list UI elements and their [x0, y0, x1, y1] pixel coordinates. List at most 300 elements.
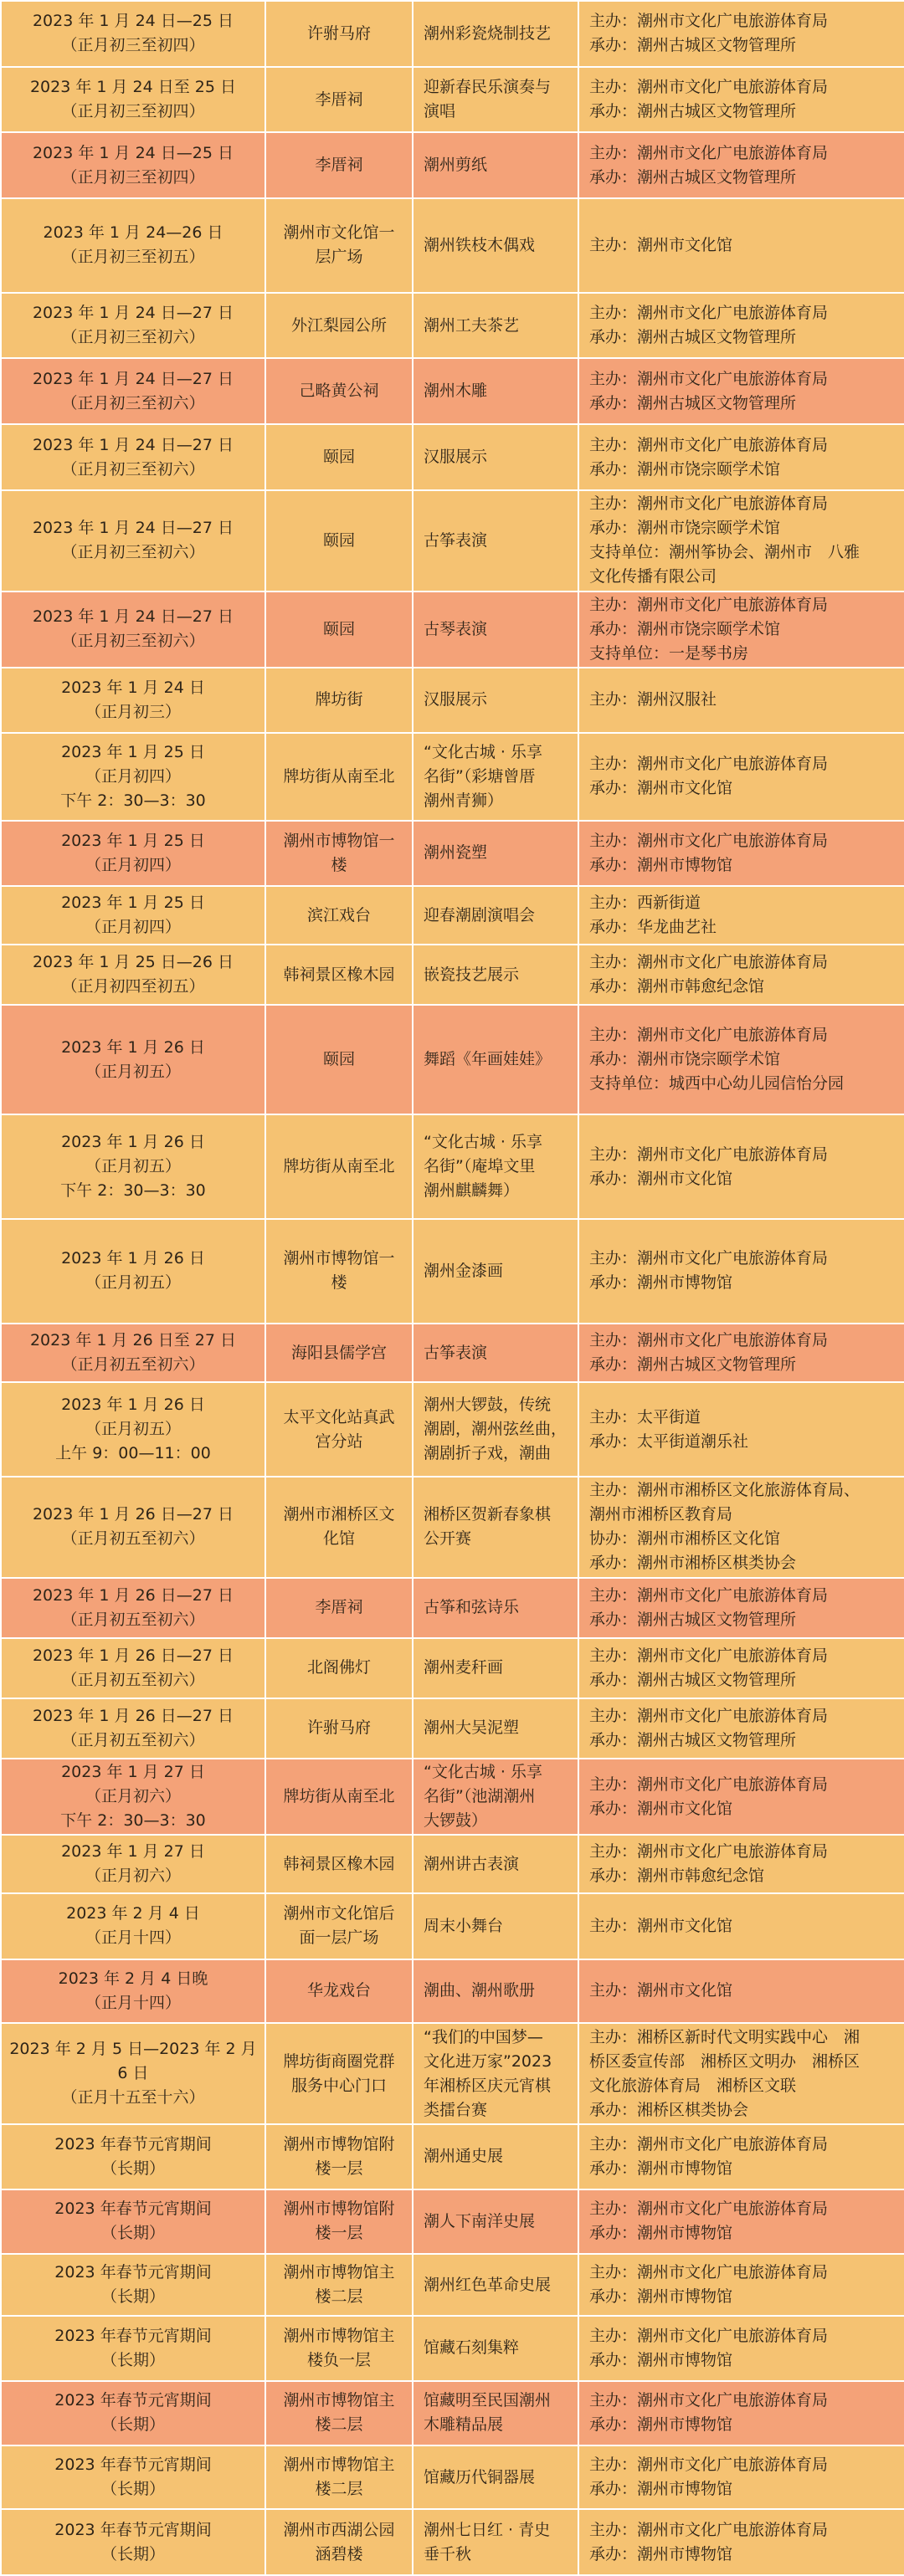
date-line: （正月初三至初六） — [61, 393, 205, 412]
venue-cell — [265, 945, 413, 1006]
organizer-cell — [578, 1835, 904, 1893]
date-line: 2023 年春节元宵期间 — [54, 2263, 212, 2282]
date-cell — [1, 1959, 265, 2024]
table-row — [1, 1324, 904, 1383]
venue-cell — [265, 1959, 413, 2024]
date-line: 下午 2：30—3：30 — [60, 1181, 206, 1201]
date-cell — [1, 198, 265, 292]
venue-line: 李厝祠 — [315, 156, 363, 175]
venue-line: 己略黄公祠 — [299, 382, 379, 401]
event-line: 馆藏明至民国潮州 — [424, 2391, 552, 2410]
organizer-cell — [578, 2445, 904, 2509]
organizer-line: 文化传播有限公司 — [589, 567, 717, 586]
venue-cell — [265, 1835, 413, 1893]
organizer-line: 承办：潮州市博物馆 — [589, 2544, 733, 2563]
organizer-cell — [578, 1638, 904, 1698]
venue-line: 牌坊街从南至北 — [283, 766, 395, 786]
event-line: 名街”（池湖潮州 — [424, 1787, 536, 1806]
event-line: 潮州金漆画 — [424, 1261, 504, 1280]
event-cell — [413, 1698, 578, 1759]
organizer-line: 承办：潮州古城区文物管理所 — [589, 1355, 797, 1375]
date-line: 2023 年 1 月 24 日—27 日 — [32, 519, 234, 538]
venue-line: 许驸马府 — [306, 1718, 371, 1738]
table-row — [1, 1, 904, 67]
date-line: （正月十五至十六） — [61, 2088, 205, 2107]
event-cell — [413, 2316, 578, 2381]
venue-cell — [265, 1382, 413, 1476]
venue-line: 潮州市博物馆主 — [283, 2456, 395, 2475]
venue-line: 韩祠景区橡木园 — [283, 965, 395, 984]
venue-line: 外江梨园公所 — [290, 315, 387, 335]
event-cell — [413, 1219, 578, 1324]
venue-cell — [265, 67, 413, 133]
organizer-cell — [578, 592, 904, 668]
date-line: （长期） — [100, 2544, 165, 2563]
date-line: （正月初四） — [85, 918, 181, 937]
organizer-line: 主办：潮州市文化广电旅游体育局 — [589, 2326, 829, 2345]
date-line: 2023 年春节元宵期间 — [54, 2134, 212, 2153]
organizer-line: 主办：潮州市文化广电旅游体育局 — [589, 2391, 829, 2410]
event-line: 潮州铁枝木偶戏 — [424, 235, 536, 254]
venue-cell — [265, 821, 413, 887]
date-line: （长期） — [100, 2480, 165, 2499]
organizer-line: 主办：潮州市文化广电旅游体育局 — [589, 435, 829, 454]
organizer-line: 主办：潮州市文化广电旅游体育局 — [589, 1026, 829, 1045]
event-cell — [413, 1005, 578, 1114]
date-line: 2023 年 1 月 24 日至 25 日 — [29, 78, 237, 97]
date-line: 2023 年 1 月 27 日 — [61, 1763, 205, 1782]
venue-cell — [265, 1698, 413, 1759]
venue-cell — [265, 293, 413, 359]
organizer-cell — [578, 821, 904, 887]
date-cell — [1, 1324, 265, 1383]
date-cell — [1, 945, 265, 1006]
venue-line: 楼一层 — [315, 2224, 363, 2243]
venue-line: 潮州市博物馆一 — [283, 831, 395, 850]
event-line: “文化古城 · 乐享 — [424, 742, 542, 761]
date-line: 2023 年 1 月 24 日—27 日 — [32, 435, 234, 454]
organizer-line: 主办：潮州市文化广电旅游体育局 — [589, 1706, 829, 1725]
venue-cell — [265, 1638, 413, 1698]
date-line: （长期） — [100, 2159, 165, 2178]
event-line: 潮州木雕 — [424, 382, 488, 401]
date-cell — [1, 668, 265, 734]
venue-line: 层广场 — [315, 248, 363, 267]
organizer-cell — [578, 2509, 904, 2575]
organizer-line: 主办：潮州市文化广电旅游体育局 — [589, 1842, 829, 1862]
date-line: （正月初四至初五） — [61, 977, 205, 996]
organizer-line: 主办：潮州市文化广电旅游体育局 — [589, 2520, 829, 2539]
venue-cell — [265, 1114, 413, 1219]
date-line: 2023 年 2 月 4 日晚 — [58, 1969, 208, 1988]
table-row — [1, 358, 904, 424]
event-line: 潮州工夫茶艺 — [424, 315, 520, 335]
organizer-line: 主办：太平街道 — [589, 1407, 701, 1426]
event-line: 潮州麦秆画 — [424, 1658, 504, 1677]
date-line: （长期） — [100, 2415, 165, 2435]
date-line: （正月初五） — [85, 1273, 181, 1293]
organizer-line: 主办：潮州市文化广电旅游体育局 — [589, 953, 829, 972]
date-cell — [1, 1578, 265, 1639]
table-row — [1, 945, 904, 1006]
venue-line: 潮州市博物馆附 — [283, 2134, 395, 2153]
date-line: 2023 年春节元宵期间 — [54, 2200, 212, 2219]
table-row — [1, 2381, 904, 2446]
organizer-line: 承办：华龙曲艺社 — [589, 918, 717, 937]
organizer-cell — [578, 1382, 904, 1476]
organizer-line: 承办：潮州市韩愈纪念馆 — [589, 977, 765, 996]
date-line: （长期） — [100, 2350, 165, 2369]
organizer-line: 主办：潮州市文化广电旅游体育局 — [589, 1145, 829, 1164]
event-line: 公开赛 — [424, 1529, 472, 1549]
venue-cell — [265, 668, 413, 734]
event-cell — [413, 1382, 578, 1476]
organizer-cell — [578, 198, 904, 292]
table-row — [1, 1477, 904, 1578]
organizer-line: 主办：潮州市湘桥区文化旅游体育局、 — [589, 1481, 860, 1500]
event-line: 潮州大吴泥塑 — [424, 1718, 520, 1738]
table-row — [1, 1835, 904, 1893]
table-row — [1, 2124, 904, 2189]
organizer-line: 主办：潮州市文化广电旅游体育局 — [589, 831, 829, 850]
venue-line: 化馆 — [322, 1529, 355, 1549]
organizer-line: 支持单位：城西中心幼儿园信怡分园 — [589, 1074, 845, 1093]
organizer-line: 承办：潮州古城区文物管理所 — [589, 167, 797, 187]
organizer-line: 承办：潮州古城区文物管理所 — [589, 36, 797, 55]
organizer-cell — [578, 945, 904, 1006]
date-cell — [1, 1114, 265, 1219]
date-line: 2023 年 1 月 26 日至 27 日 — [29, 1331, 237, 1350]
organizer-line: 主办：潮州市文化广电旅游体育局 — [589, 755, 829, 774]
venue-line: 华龙戏台 — [306, 1981, 371, 2000]
date-line: 6 日 — [117, 2064, 149, 2083]
date-line: （正月十四） — [85, 1993, 181, 2012]
event-line: 舞蹈《年画娃娃》 — [424, 1050, 552, 1069]
organizer-line: 文化旅游体育局 湘桥区文联 — [589, 2076, 797, 2095]
date-line: 2023 年 2 月 5 日—2023 年 2 月 — [9, 2040, 257, 2059]
date-cell — [1, 490, 265, 592]
organizer-cell — [578, 1959, 904, 2024]
event-cell — [413, 1959, 578, 2024]
organizer-cell — [578, 1578, 904, 1639]
event-line: 馆藏石刻集粹 — [424, 2338, 520, 2358]
event-cell — [413, 733, 578, 820]
table-row — [1, 1114, 904, 1219]
event-line: “文化古城 · 乐享 — [424, 1133, 542, 1152]
organizer-line: 承办：潮州市博物馆 — [589, 2350, 733, 2369]
venue-line: 潮州市博物馆主 — [283, 2326, 395, 2345]
venue-cell — [265, 2445, 413, 2509]
event-cell — [413, 2189, 578, 2255]
date-line: （长期） — [100, 2287, 165, 2307]
date-line: 2023 年 1 月 24 日—27 日 — [32, 607, 234, 627]
venue-line: 颐园 — [322, 530, 355, 550]
event-line: 潮州彩瓷烧制技艺 — [424, 23, 552, 43]
organizer-line: 桥区委宣传部 湘桥区文明办 湘桥区 — [589, 2051, 860, 2071]
venue-line: 牌坊街 — [315, 690, 363, 709]
table-row — [1, 2509, 904, 2575]
date-cell — [1, 886, 265, 945]
venue-cell — [265, 132, 413, 198]
event-line: 潮州青狮） — [424, 791, 504, 810]
date-cell — [1, 2124, 265, 2189]
table-row — [1, 424, 904, 490]
date-cell — [1, 424, 265, 490]
event-line: 嵌瓷技艺展示 — [424, 965, 520, 984]
date-line: 2023 年 1 月 26 日—27 日 — [32, 1706, 234, 1725]
organizer-line: 支持单位：潮州筝协会、潮州市 八雅 — [589, 543, 860, 562]
event-line: 垂千秋 — [424, 2544, 472, 2563]
date-line: （正月初五至初六） — [61, 1610, 205, 1629]
venue-cell — [265, 886, 413, 945]
date-line: （正月初三至初六） — [61, 632, 205, 651]
date-line: 2023 年 1 月 26 日—27 日 — [32, 1646, 234, 1665]
venue-cell — [265, 358, 413, 424]
date-cell — [1, 132, 265, 198]
date-line: 2023 年 1 月 26 日—27 日 — [32, 1505, 234, 1524]
date-cell — [1, 2189, 265, 2255]
venue-line: 海阳县儒学宫 — [290, 1343, 387, 1362]
date-line: （正月初五至初六） — [61, 1730, 205, 1749]
organizer-cell — [578, 1698, 904, 1759]
organizer-line: 承办：潮州市湘桥区棋类协会 — [589, 1554, 797, 1573]
organizer-cell — [578, 1, 904, 67]
event-line: 迎春潮剧演唱会 — [424, 905, 536, 924]
organizer-line: 主办：潮州市文化广电旅游体育局 — [589, 12, 829, 31]
event-line: 名街”（彩塘曾厝 — [424, 766, 536, 786]
organizer-line: 承办：潮州市文化馆 — [589, 1799, 733, 1818]
organizer-line: 承办：潮州古城区文物管理所 — [589, 1730, 797, 1749]
date-cell — [1, 2023, 265, 2124]
date-cell — [1, 1698, 265, 1759]
date-cell — [1, 1382, 265, 1476]
event-line: 潮州红色革命史展 — [424, 2275, 552, 2294]
date-line: （正月初五） — [85, 1062, 181, 1081]
organizer-line: 支持单位：一是琴书房 — [589, 643, 749, 663]
date-line: 2023 年 1 月 24 日—27 日 — [32, 369, 234, 388]
date-line: （正月初三） — [85, 702, 181, 721]
venue-line: 楼 — [331, 1273, 347, 1293]
event-line: 大锣鼓） — [424, 1811, 488, 1831]
organizer-cell — [578, 1324, 904, 1383]
event-line: 古筝和弦诗乐 — [424, 1598, 520, 1617]
venue-line: 滨江戏台 — [306, 905, 371, 924]
organizer-line: 主办：潮州市文化馆 — [589, 1981, 733, 2000]
organizer-line: 承办：潮州市饶宗颐学术馆 — [589, 1050, 781, 1069]
organizer-line: 主办：潮州市文化广电旅游体育局 — [589, 1775, 829, 1794]
venue-line: 牌坊街从南至北 — [283, 1157, 395, 1176]
event-line: 潮州瓷塑 — [424, 843, 488, 863]
table-row — [1, 886, 904, 945]
venue-line: 潮州市文化馆后 — [283, 1904, 395, 1923]
venue-line: 牌坊街商圈党群 — [283, 2051, 395, 2071]
date-line: 2023 年 1 月 25 日 — [61, 831, 205, 850]
date-line: 下午 2：30—3：30 — [60, 791, 206, 810]
date-line: 2023 年 1 月 25 日—26 日 — [32, 953, 234, 972]
table-row — [1, 132, 904, 198]
organizer-cell — [578, 1759, 904, 1835]
organizer-cell — [578, 1477, 904, 1578]
date-line: （正月初四） — [85, 855, 181, 874]
date-line: 2023 年 1 月 26 日 — [61, 1037, 205, 1057]
event-cell — [413, 490, 578, 592]
date-line: （正月初三至初四） — [61, 102, 205, 121]
venue-line: 颐园 — [322, 1050, 355, 1069]
venue-cell — [265, 2381, 413, 2446]
event-line: 潮州大锣鼓，传统 — [424, 1396, 552, 1415]
venue-line: 楼一层 — [315, 2159, 363, 2178]
organizer-cell — [578, 2124, 904, 2189]
venue-cell — [265, 2509, 413, 2575]
venue-cell — [265, 1893, 413, 1959]
table-row — [1, 2445, 904, 2509]
date-cell — [1, 2316, 265, 2381]
venue-line: 潮州市博物馆主 — [283, 2391, 395, 2410]
date-line: 2023 年 1 月 25 日 — [61, 894, 205, 913]
event-cell — [413, 2381, 578, 2446]
venue-cell — [265, 1, 413, 67]
venue-line: 李厝祠 — [315, 90, 363, 109]
organizer-line: 承办：太平街道潮乐社 — [589, 1431, 749, 1451]
venue-line: 牌坊街从南至北 — [283, 1787, 395, 1806]
event-cell — [413, 1893, 578, 1959]
organizer-line: 主办：潮州汉服社 — [589, 690, 717, 709]
date-line: （正月初三至初六） — [61, 543, 205, 562]
date-cell — [1, 293, 265, 359]
organizer-line: 主办：湘桥区新时代文明实践中心 湘 — [589, 2027, 860, 2046]
date-cell — [1, 821, 265, 887]
organizer-line: 主办：潮州市文化广电旅游体育局 — [589, 1249, 829, 1268]
table-row — [1, 1005, 904, 1114]
venue-cell — [265, 1578, 413, 1639]
date-line: （长期） — [100, 2224, 165, 2243]
venue-line: 许驸马府 — [306, 23, 371, 43]
event-line: 名街”（庵埠文里 — [424, 1157, 536, 1176]
event-line: 汉服展示 — [424, 690, 488, 709]
table-row — [1, 592, 904, 668]
table-row — [1, 293, 904, 359]
date-line: 上午 9：00—11：00 — [55, 1444, 211, 1463]
date-line: （正月初五至初六） — [61, 1355, 205, 1375]
date-line: 2023 年 1 月 26 日—27 日 — [32, 1585, 234, 1605]
organizer-cell — [578, 733, 904, 820]
organizer-line: 承办：潮州市韩愈纪念馆 — [589, 1867, 765, 1886]
venue-cell — [265, 2189, 413, 2255]
table-row — [1, 1893, 904, 1959]
organizer-line: 主办：潮州市文化广电旅游体育局 — [589, 2200, 829, 2219]
date-line: 2023 年 1 月 26 日 — [61, 1396, 205, 1415]
event-line: 潮剧折子戏，潮曲 — [424, 1444, 552, 1463]
date-cell — [1, 2381, 265, 2446]
date-line: 2023 年 1 月 26 日 — [61, 1249, 205, 1268]
venue-cell — [265, 490, 413, 592]
organizer-cell — [578, 293, 904, 359]
date-line: （正月初三至初五） — [61, 248, 205, 267]
event-line: 古筝表演 — [424, 1343, 488, 1362]
venue-line: 宫分站 — [315, 1431, 363, 1451]
organizer-line: 主办：潮州市文化广电旅游体育局 — [589, 1331, 829, 1350]
organizer-line: 承办：潮州市博物馆 — [589, 2287, 733, 2307]
date-line: 2023 年 1 月 27 日 — [61, 1842, 205, 1862]
date-cell — [1, 2509, 265, 2575]
organizer-line: 承办：潮州古城区文物管理所 — [589, 1610, 797, 1629]
event-cell — [413, 358, 578, 424]
event-line: 潮州麒麟舞） — [424, 1181, 520, 1201]
venue-cell — [265, 2254, 413, 2316]
event-cell — [413, 886, 578, 945]
venue-line: 颐园 — [322, 619, 355, 638]
organizer-line: 主办：潮州市文化广电旅游体育局 — [589, 369, 829, 388]
organizer-cell — [578, 2316, 904, 2381]
event-line: 周末小舞台 — [424, 1916, 504, 1935]
event-line: 潮州剪纸 — [424, 156, 488, 175]
organizer-line: 主办：潮州市文化广电旅游体育局 — [589, 2134, 829, 2153]
date-cell — [1, 2445, 265, 2509]
organizer-line: 承办：潮州市博物馆 — [589, 2480, 733, 2499]
event-line: 潮州讲古表演 — [424, 1854, 520, 1873]
venue-cell — [265, 1759, 413, 1835]
organizer-cell — [578, 668, 904, 734]
venue-line: 潮州市湘桥区文 — [283, 1505, 395, 1524]
venue-cell — [265, 733, 413, 820]
event-cell — [413, 1, 578, 67]
date-line: 2023 年 1 月 24—26 日 — [43, 223, 223, 243]
date-line: 2023 年 2 月 4 日 — [66, 1904, 200, 1923]
venue-line: 潮州市博物馆一 — [283, 1249, 395, 1268]
date-line: （正月初五至初六） — [61, 1529, 205, 1549]
venue-cell — [265, 424, 413, 490]
organizer-cell — [578, 132, 904, 198]
organizer-line: 承办：潮州市博物馆 — [589, 2415, 733, 2435]
date-line: 2023 年春节元宵期间 — [54, 2326, 212, 2345]
event-line: 潮剧，潮州弦丝曲， — [424, 1420, 568, 1439]
venue-cell — [265, 198, 413, 292]
organizer-line: 承办：潮州市饶宗颐学术馆 — [589, 459, 781, 479]
date-cell — [1, 1219, 265, 1324]
venue-line: 服务中心门口 — [290, 2076, 387, 2095]
organizer-line: 承办：潮州市文化馆 — [589, 1169, 733, 1188]
organizer-cell — [578, 67, 904, 133]
venue-line: 楼二层 — [315, 2415, 363, 2435]
venue-line: 李厝祠 — [315, 1598, 363, 1617]
event-cell — [413, 1324, 578, 1383]
date-cell — [1, 1835, 265, 1893]
event-line: 汉服展示 — [424, 448, 488, 467]
venue-line: 楼二层 — [315, 2480, 363, 2499]
event-cell — [413, 198, 578, 292]
event-cell — [413, 1578, 578, 1639]
organizer-line: 主办：潮州市文化广电旅游体育局 — [589, 1646, 829, 1665]
event-cell — [413, 1835, 578, 1893]
organizer-cell — [578, 1114, 904, 1219]
event-line: 迎新春民乐演奏与 — [424, 78, 552, 97]
schedule-body — [1, 1, 904, 2575]
venue-cell — [265, 1005, 413, 1114]
venue-line: 潮州市博物馆附 — [283, 2200, 395, 2219]
date-cell — [1, 1759, 265, 1835]
date-line: （正月十四） — [85, 1928, 181, 1948]
organizer-line: 主办：西新街道 — [589, 894, 701, 913]
event-line: 潮曲、潮州歌册 — [424, 1981, 536, 2000]
date-line: （正月初六） — [85, 1787, 181, 1806]
organizer-line: 主办：潮州市文化广电旅游体育局 — [589, 78, 829, 97]
venue-cell — [265, 2316, 413, 2381]
date-line: 2023 年 1 月 26 日 — [61, 1133, 205, 1152]
venue-line: 韩祠景区橡木园 — [283, 1854, 395, 1873]
organizer-cell — [578, 1893, 904, 1959]
event-line: 年湘桥区庆元宵棋 — [424, 2076, 552, 2095]
organizer-line: 主办：潮州市文化广电旅游体育局 — [589, 2456, 829, 2475]
